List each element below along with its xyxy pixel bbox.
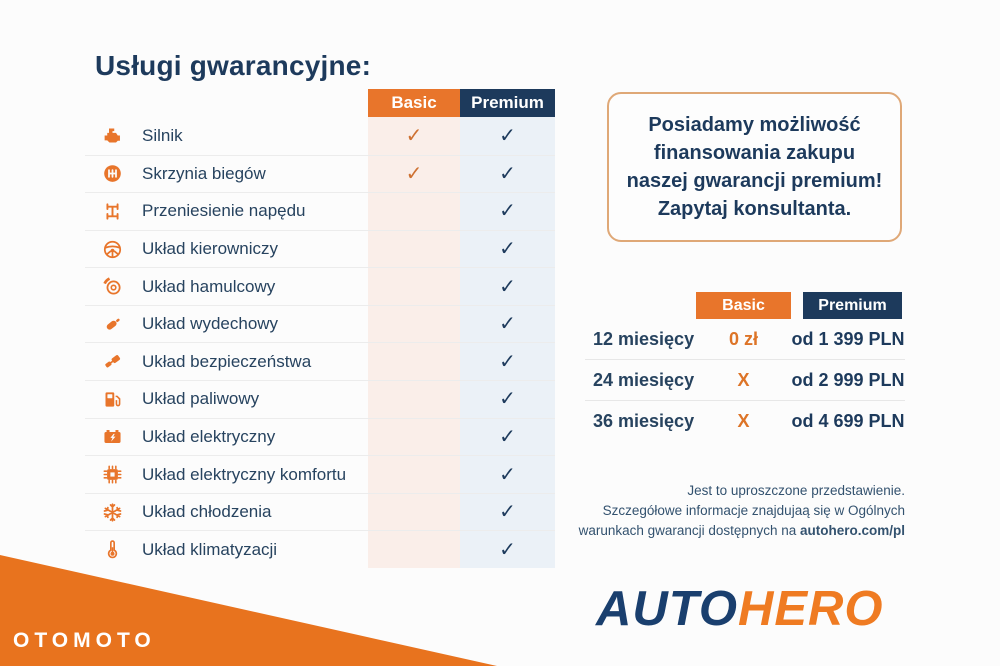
- pricing-period: 36 miesięcy: [593, 410, 695, 431]
- basic-checkmark: ✓: [405, 124, 423, 147]
- premium-checkmark: ✓: [499, 313, 516, 336]
- table-row: [85, 305, 555, 343]
- disclaimer-text: [555, 481, 905, 541]
- exhaust-icon: [85, 314, 140, 335]
- warranty-rows: [85, 117, 555, 568]
- row-label: Układ paliwowy: [142, 389, 260, 409]
- pricing-row: [585, 400, 905, 441]
- premium-checkmark: ✓: [499, 501, 516, 524]
- promo-line: Zapytaj konsultanta.: [657, 198, 852, 220]
- table-row: [85, 380, 555, 418]
- financing-promo-box: [607, 92, 902, 242]
- pricing-basic-value: X: [737, 369, 750, 390]
- premium-checkmark: ✓: [499, 425, 516, 448]
- pricing-premium-value: od 4 699 PLN: [791, 410, 905, 431]
- pricing-row: [585, 359, 905, 400]
- premium-checkmark: ✓: [499, 275, 516, 298]
- fuel-pump-icon: [85, 389, 140, 410]
- otomoto-logo: OTOMOTO: [13, 629, 156, 652]
- pricing-premium-value: od 1 399 PLN: [791, 328, 905, 349]
- basic-checkmark: ✓: [405, 162, 423, 185]
- page-title: Usługi gwarancyjne:: [95, 50, 372, 81]
- pricing-premium-value: od 2 999 PLN: [791, 369, 905, 390]
- row-label: Układ elektryczny: [142, 426, 276, 446]
- pricing-period: 12 miesięcy: [593, 328, 695, 349]
- pricing-rows: [585, 319, 905, 441]
- premium-checkmark: ✓: [499, 463, 516, 486]
- row-label: Przeniesienie napędu: [142, 201, 306, 221]
- table-row: [85, 155, 555, 193]
- premium-checkmark: ✓: [499, 238, 516, 261]
- autohero-logo: AUTOHERO: [596, 582, 884, 636]
- basic-column-header: Basic: [368, 89, 460, 117]
- table-row: [85, 418, 555, 456]
- table-row: [85, 455, 555, 493]
- table-row: [85, 342, 555, 380]
- row-label: Silnik: [142, 125, 183, 145]
- disclaimer-line: Jest to uproszczone przedstawienie.: [687, 483, 905, 498]
- pricing-basic-header: Basic: [696, 292, 791, 319]
- row-label: Skrzynia biegów: [142, 163, 266, 183]
- row-label: Układ klimatyzacji: [142, 539, 278, 559]
- premium-checkmark: ✓: [499, 538, 516, 561]
- gearbox-icon: [85, 163, 140, 184]
- table-row: [85, 493, 555, 531]
- table-row: [85, 267, 555, 305]
- battery-icon: [85, 426, 140, 447]
- promo-line: finansowania zakupu: [653, 142, 856, 164]
- promo-line: naszej gwarancji premium!: [626, 170, 883, 192]
- premium-checkmark: ✓: [499, 124, 516, 147]
- row-label: Układ elektryczny komfortu: [142, 464, 347, 484]
- table-row: [85, 117, 555, 155]
- snowflake-icon: [85, 502, 140, 523]
- autohero-url: autohero.com/pl: [799, 523, 905, 538]
- row-label: Układ kierowniczy: [142, 239, 279, 259]
- drivetrain-icon: [85, 201, 140, 222]
- seatbelt-icon: [85, 351, 140, 372]
- pricing-premium-header: Premium: [803, 292, 902, 319]
- thermometer-icon: [85, 539, 140, 560]
- premium-column-header: Premium: [460, 89, 555, 117]
- row-label: Układ wydechowy: [142, 314, 279, 334]
- chip-icon: [85, 464, 140, 485]
- steering-wheel-icon: [85, 239, 140, 260]
- disclaimer-line: warunkach gwarancji dostępnych na autohero.com/pl: [578, 523, 905, 538]
- table-row: [85, 530, 555, 568]
- row-label: Układ bezpieczeństwa: [142, 351, 312, 371]
- brake-disc-icon: [85, 276, 140, 297]
- pricing-period: 24 miesięcy: [593, 369, 695, 390]
- table-row: [85, 230, 555, 268]
- row-label: Układ hamulcowy: [142, 276, 276, 296]
- pricing-basic-value: 0 zł: [728, 328, 758, 349]
- promo-line: Posiadamy możliwość: [648, 114, 861, 136]
- premium-checkmark: ✓: [499, 200, 516, 223]
- pricing-row: [585, 319, 905, 359]
- premium-checkmark: ✓: [499, 388, 516, 411]
- pricing-basic-value: X: [737, 410, 750, 431]
- row-label: Układ chłodzenia: [142, 502, 272, 522]
- table-row: [85, 192, 555, 230]
- engine-icon: [85, 125, 140, 146]
- premium-checkmark: ✓: [499, 162, 516, 185]
- disclaimer-line: Szczegółowe informacje znajdujaą się w Ogólnych: [602, 503, 905, 518]
- premium-checkmark: ✓: [499, 350, 516, 373]
